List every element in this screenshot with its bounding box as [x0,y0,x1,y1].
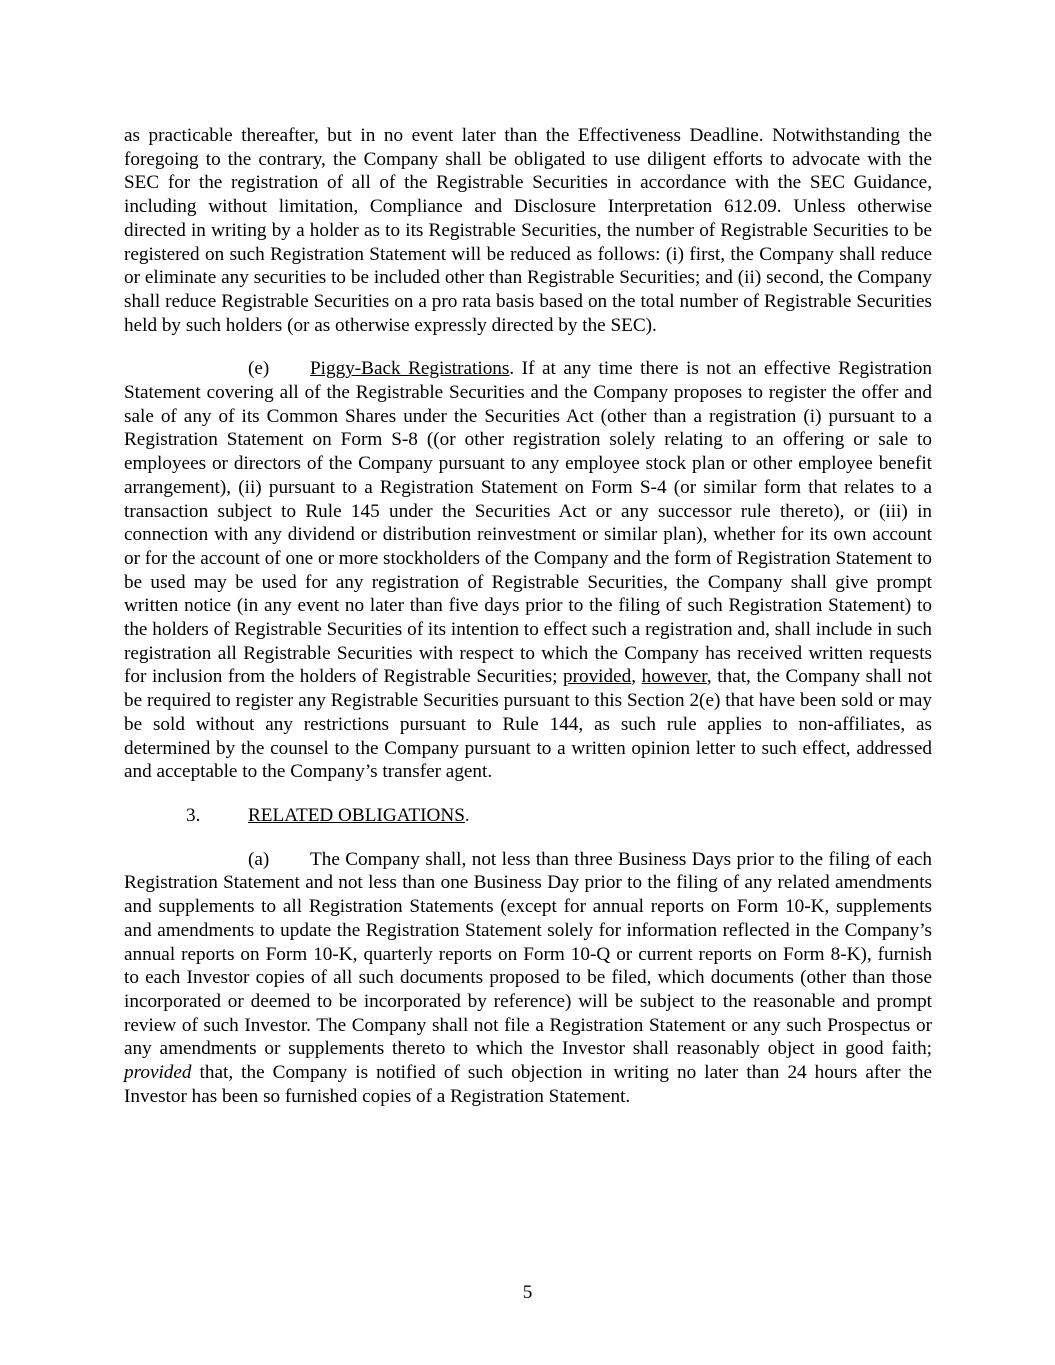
term-however: however [641,666,707,688]
paragraph-continuation [124,124,932,337]
document-page [124,124,932,1128]
paragraph-e-piggyback [124,357,932,784]
paragraph-text: If at any time there is not an effective Registration Statement covering all of the Registrable Securities and the Company proposes to register the offer and sale of any of its Common Shares under the Securities Act (other than a registration (i) pursuant to a Registration Statement on Form S-8 ((or other registration solely relating to an offering or sale to employees or directors of the Company pursuant to any employee stock plan or other employee benefit arrangement), (ii) pursuant to a Registration Statement on Form S-4 (or similar form that relates to a transaction subject to Rule 145 under the Securities Act or any successor rule thereto), or (iii) in connection with any dividend or distribution reinvestment or similar plan), whether for its own account or for the account of one or more stockholders of the Company and the form of Registration Statement to be used may be used for any registration of Registrable Securities, the Company shall give prompt written notice (in any event no later than five days prior to the filing of such Registration Statement) to the holders of Registrable Securities of its intention to effect such a registration and, shall include in such registration all Registrable Securities with respect to which the Company has received written requests for inclusion from the holders of Registrable Securities; [124,358,932,688]
paragraph-a [124,848,932,1109]
paragraph-text: that, the Company is notified of such objection in writing no later than 24 hours after the Investor has been so furnished copies of a Registration Statement. [124,1062,932,1107]
paragraph-text: as practicable thereafter, but in no event later than the Effectiveness Deadline. Notwithstanding the foregoing to the contrary, the Company shall be obligated to use diligent efforts to advocate with the SEC for the registration of all of the Registrable Securities in accordance with the SEC Guidance, including without limitation, Compliance and Disclosure Interpretation 612.09. Unless otherwise directed in writing by a holder as to its Registrable Securities, the number of Registrable Securities to be registered on such Registration Statement will be reduced as follows: (i) first, the Company shall reduce or eliminate any securities to be included other than Registrable Securities; and (ii) second, the Company shall reduce Registrable Securities on a pro rata basis based on the total number of Registrable Securities held by such holders (or as otherwise expressly directed by the SEC). [124,125,932,336]
paragraph-marker: (a) [248,848,270,870]
section-title: RELATED OBLIGATIONS [248,804,465,826]
section-title-piggyback: Piggy-Back Registrations [310,358,510,380]
comma: , [631,666,642,688]
paragraph-text: , that, the Company shall not be required to register any Registrable Securities pursuant to this Section 2(e) that have been sold or may be sold without any restrictions pursuant to Rule 144, as such rule applies to non-affiliates, as determined by the counsel to the Company pursuant to a written opinion letter to such effect, addressed and acceptable to the Company’s transfer agent. [124,666,933,783]
term-provided: provided [563,666,632,688]
paragraph-text: The Company shall, not less than three Business Days prior to the filing of each Registration Statement and not less than one Business Day prior to the filing of any related amendments and supplements to all Registration Statements (except for annual reports on Form 10-K, supplements and amendments to update the Registration Statement solely for information reflected in the Company’s annual reports on Form 10-K, quarterly reports on Form 10-Q or current reports on Form 8-K), furnish to each Investor copies of all such documents proposed to be filed, which documents (other than those incorporated or deemed to be incorporated by reference) will be subject to the reasonable and prompt review of such Investor. The Company shall not file a Registration Statement or any such Prospectus or any amendments or supplements thereto to which the Investor shall reasonably object in good faith; [124,848,932,1060]
term-provided-italic: provided [124,1062,192,1084]
page-number: 5 [522,1282,533,1303]
section-number: 3. [186,804,201,826]
heading-period: . [464,804,470,826]
section-heading-3 [124,804,932,828]
paragraph-marker: (e) [248,358,270,380]
title-period: . [509,358,515,380]
